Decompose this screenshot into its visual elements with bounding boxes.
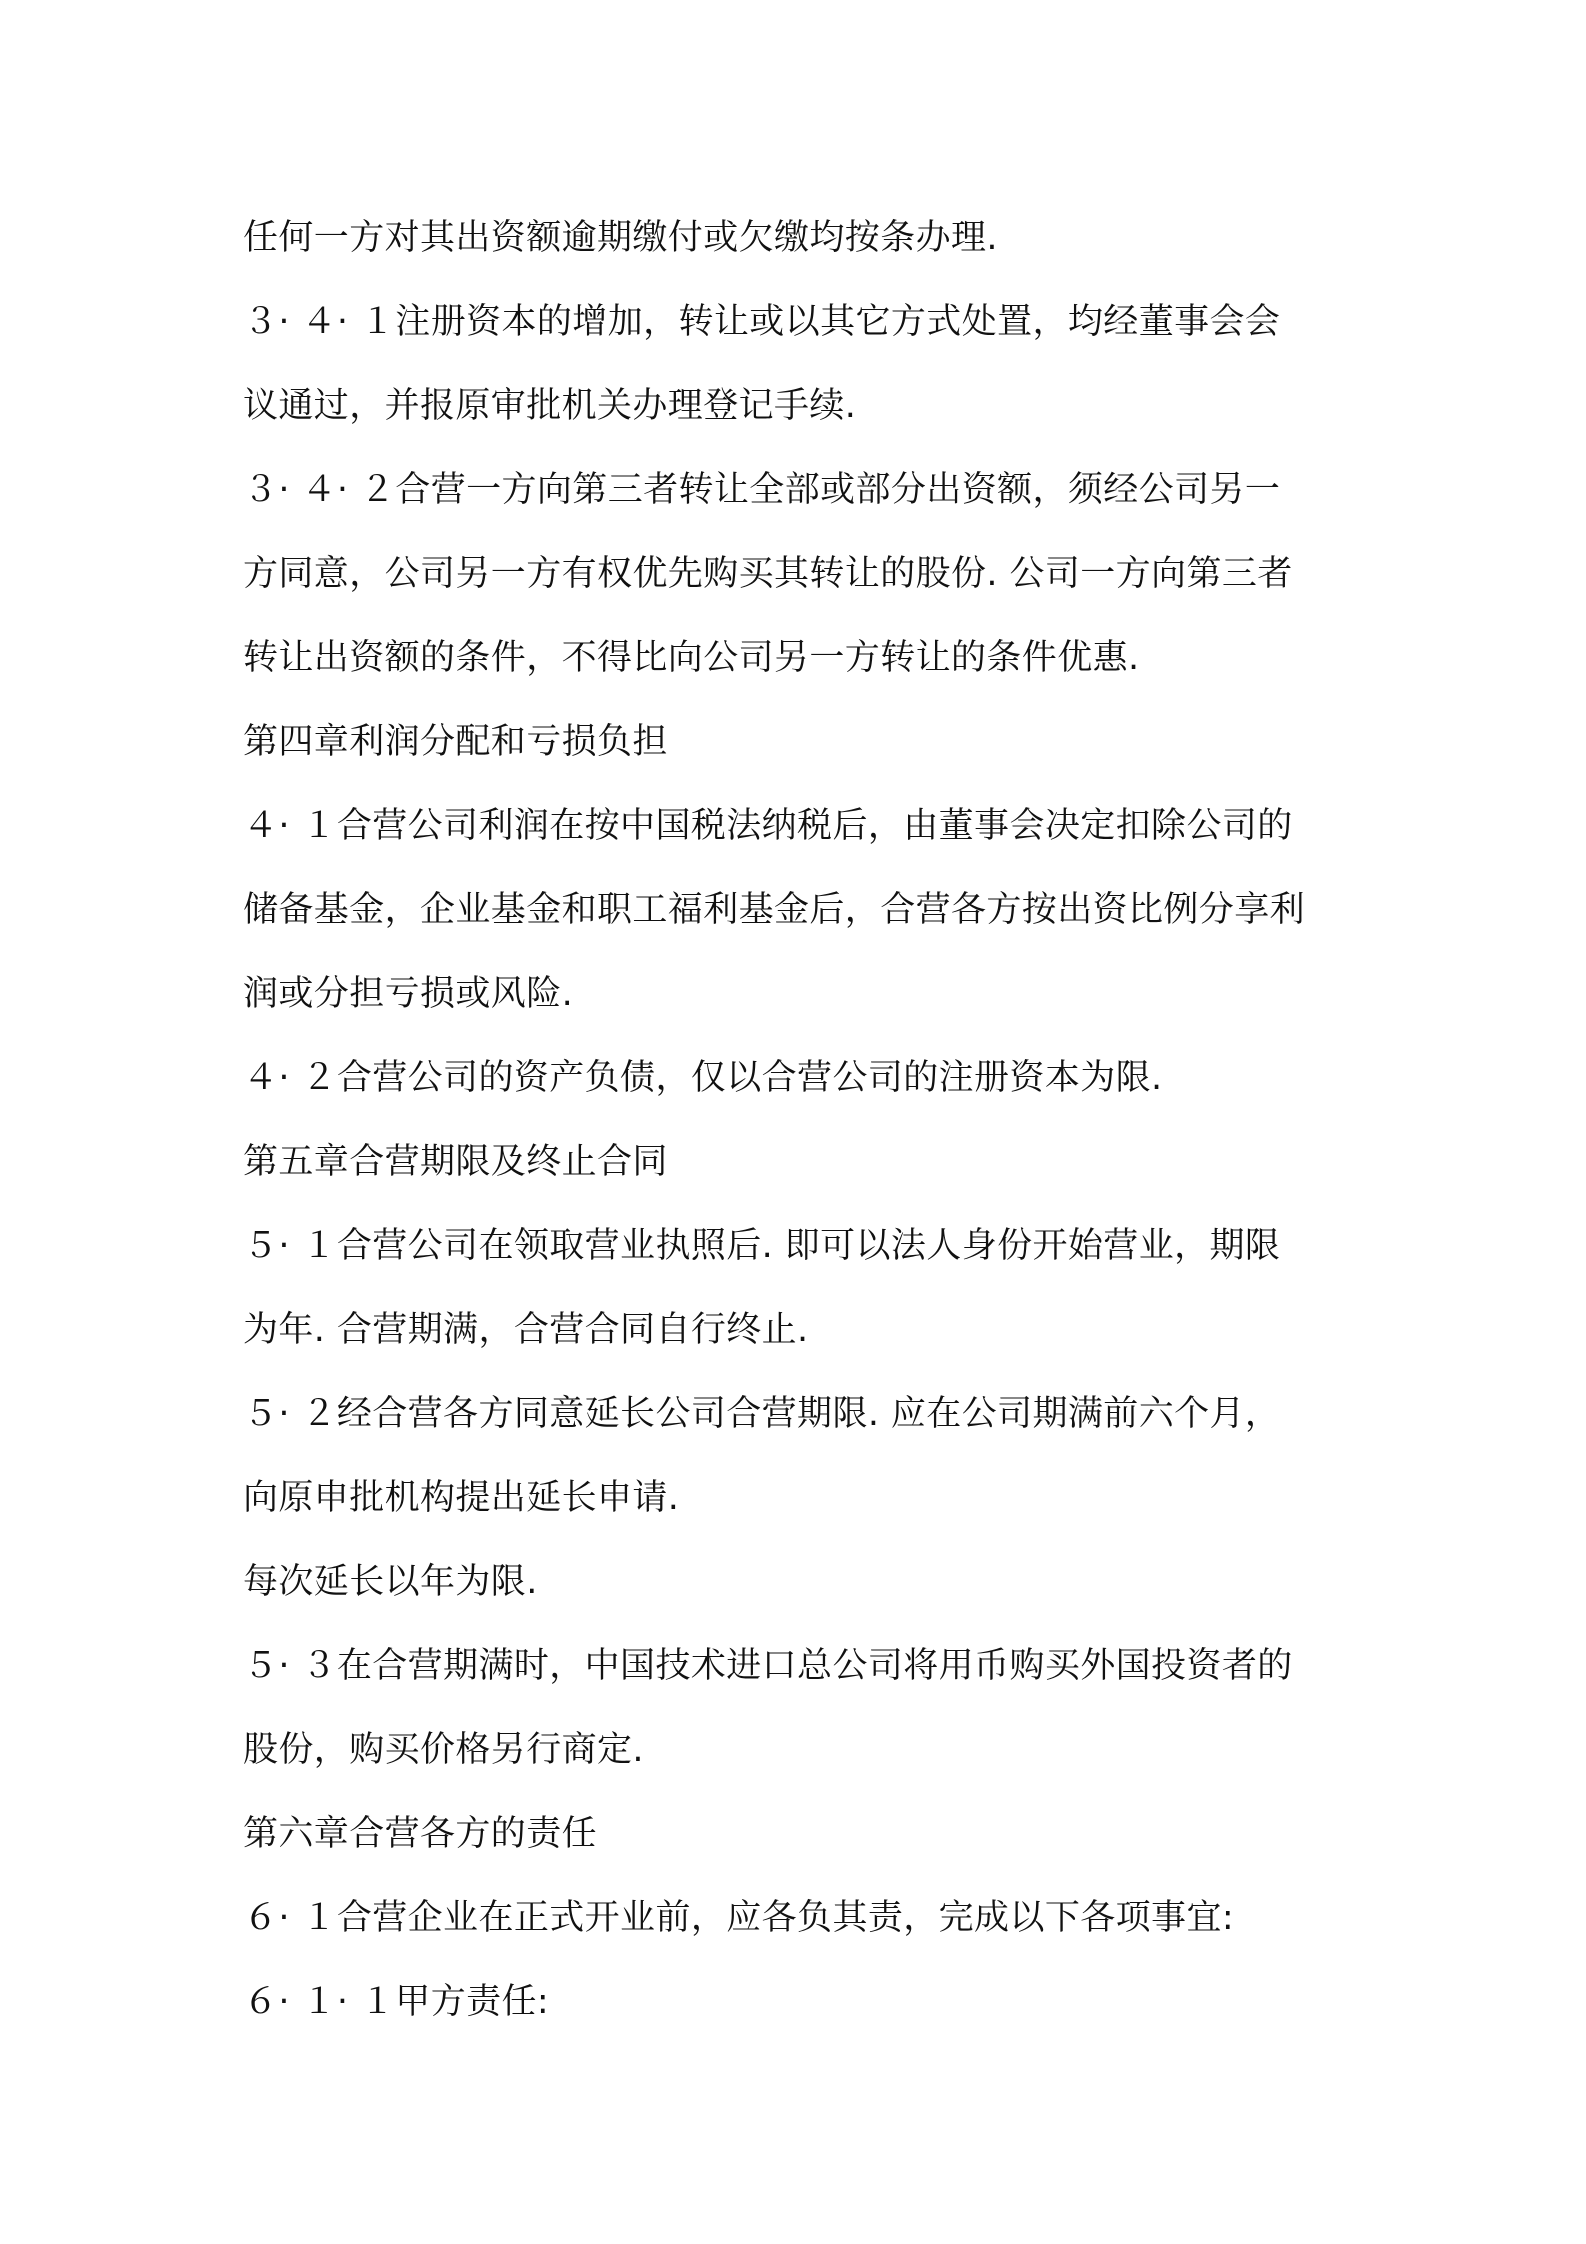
text-line: 向原申批机构提出延长申请. [243,1478,680,1518]
text-line: 为年. 合营期满，合营合同自行终止. [243,1310,809,1350]
document-body [243,196,1363,2044]
text-line: 每次延长以年为限. [243,1562,538,1602]
chapter-4-heading: 第四章利润分配和亏损负担 [243,722,668,762]
clause-6-1-1: ６· １· １甲方责任: [243,1982,550,2022]
chapter-6-heading: 第六章合营各方的责任 [243,1814,598,1854]
chapter-5-heading: 第五章合营期限及终止合同 [243,1142,668,1182]
clause-4-2: ４· ２合营公司的资产负债，仅以合营公司的注册资本为限. [243,1058,1163,1098]
text-line: 任何一方对其出资额逾期缴付或欠缴均按条办理. [243,218,998,258]
text-line: 股份，购买价格另行商定. [243,1730,644,1770]
text-line: 方同意，公司另一方有权优先购买其转让的股份. 公司一方向第三者 [243,554,1293,594]
clause-3-4-2: ３· ４· ２合营一方向第三者转让全部或部分出资额，须经公司另一 [243,470,1281,510]
clause-5-1: ５· １合营公司在领取营业执照后. 即可以法人身份开始营业，期限 [243,1226,1281,1266]
clause-6-1: ６· １合营企业在正式开业前，应各负其责，完成以下各项事宜: [243,1898,1235,1938]
clause-5-2: ５· ２经合营各方同意延长公司合营期限. 应在公司期满前六个月， [243,1394,1281,1434]
clause-3-4-1: ３· ４· １注册资本的增加，转让或以其它方式处置，均经董事会会 [243,302,1281,342]
text-line: 议通过，并报原审批机关办理登记手续. [243,386,857,426]
text-line: 储备基金，企业基金和职工福利基金后，合营各方按出资比例分享利 [243,890,1306,930]
clause-5-3: ５· ３在合营期满时，中国技术进口总公司将用币购买外国投资者的 [243,1646,1293,1686]
clause-4-1: ４· １合营公司利润在按中国税法纳税后，由董事会决定扣除公司的 [243,806,1293,846]
text-line: 转让出资额的条件，不得比向公司另一方转让的条件优惠. [243,638,1140,678]
text-line: 润或分担亏损或风险. [243,974,574,1014]
